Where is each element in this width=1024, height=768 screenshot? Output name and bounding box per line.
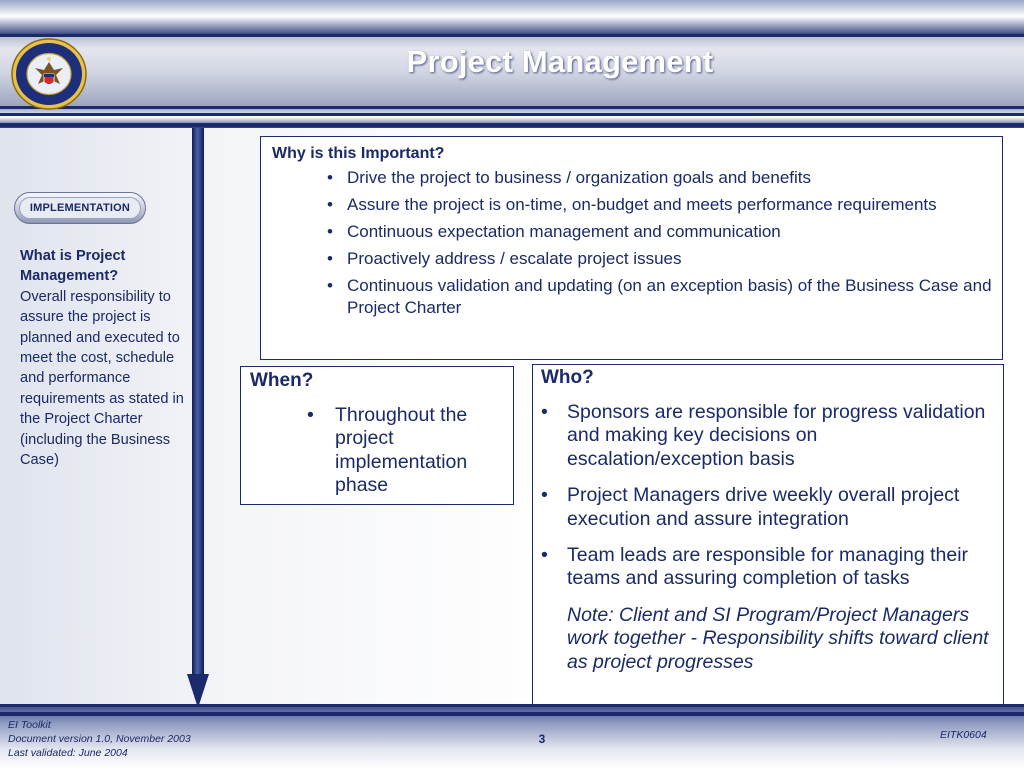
implementation-badge-label: IMPLEMENTATION [19,197,141,219]
who-note: Note: Client and SI Program/Project Managers work together - Responsibility shifts toward client as project progresses [567,603,989,673]
header-rule [0,106,1024,109]
list-item: • Continuous validation and updating (on an exception basis) of the Business Case and Project Charter [325,275,992,319]
footer-rule [0,704,1024,707]
who-heading: Who? [541,367,594,388]
list-item: • Sponsors are responsible for progress validation and making key decisions on escalation/exception basis [541,401,995,471]
when-box [240,366,514,505]
list-item: • Drive the project to business / organization goals and benefits [325,167,992,189]
why-list [272,167,992,319]
slide-title: Project Management [406,44,714,79]
page-number: 3 [538,732,546,746]
timeline-arrow-icon [186,128,210,710]
footer-version: Document version 1.0, November 2003 [8,733,191,745]
footer-rule [0,712,1024,716]
header-rule [0,123,1024,127]
when-list [250,404,504,498]
definition-answer: Overall responsibility to assure the project is planned and executed to meet the cost, schedule and performance requirements as stated in the Project Charter (including the Business Case) [20,288,184,469]
list-item: • Continuous expectation management and communication [325,221,992,243]
document-code: EITK0604 [940,729,987,741]
why-heading: Why is this Important? [272,145,445,162]
why-important-box [260,136,1003,360]
list-item: • Proactively address / escalate project issues [325,248,992,270]
header-rule [0,113,1024,116]
slide-header [0,0,1024,128]
footer-toolkit-name: EI Toolkit [8,719,51,731]
header-rule [0,34,1024,37]
who-box [532,364,1004,705]
who-list [541,401,995,591]
list-item: • Throughout the project implementation phase [305,404,504,498]
department-of-defense-seal-icon [10,38,88,110]
implementation-badge [14,192,146,224]
footer-document-info [8,718,191,760]
header-top-stripe [0,0,1024,36]
list-item: • Team leads are responsible for managing their teams and assuring completion of tasks [541,544,995,591]
footer-validated: Last validated: June 2004 [8,747,128,759]
definition-panel [20,246,192,470]
when-heading: When? [250,370,314,391]
list-item: • Project Managers drive weekly overall project execution and assure integration [541,484,995,531]
definition-question: What is Project Management? [20,248,126,285]
list-item: • Assure the project is on-time, on-budget and meets performance requirements [325,194,992,216]
